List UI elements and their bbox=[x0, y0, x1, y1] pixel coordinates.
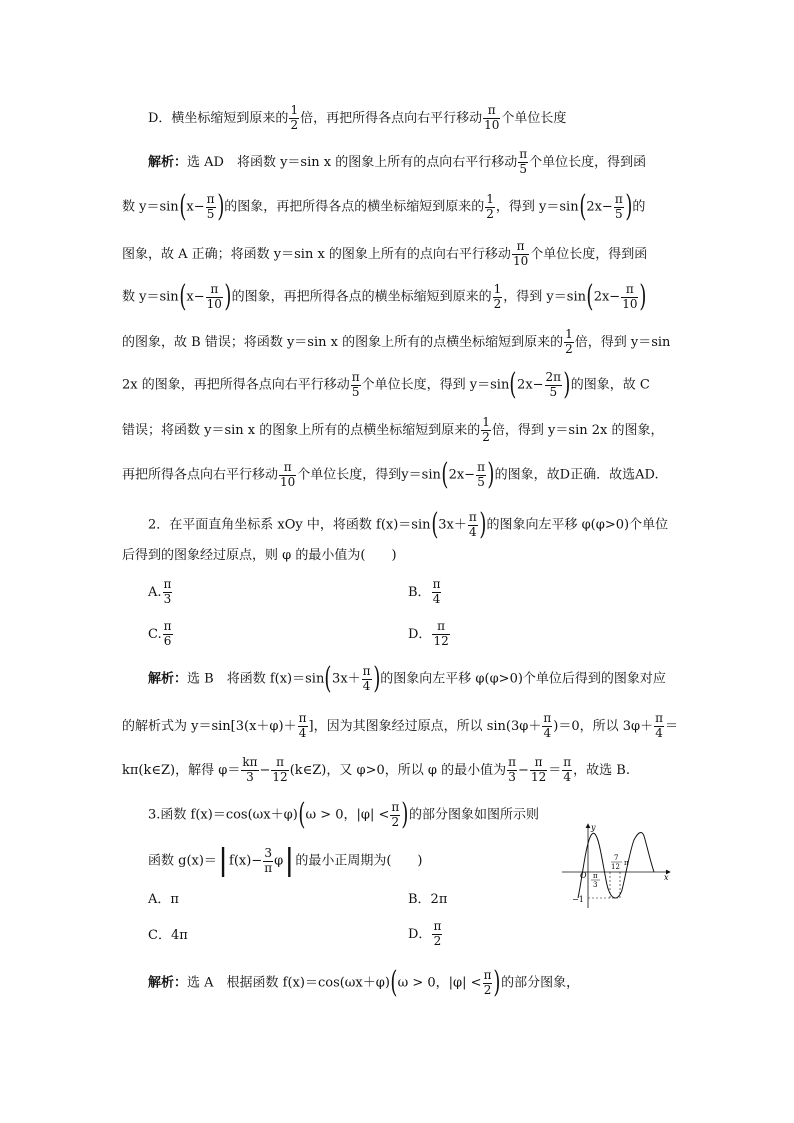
fraction: $\frac{\pi}{10}$ bbox=[206, 281, 222, 311]
q1-solution-line-3: 图象，故 A 正确；将函数 y＝sin x 的图象上所有的点向右平行移动 $\frac{\pi}{10}$ 个单位长度，得到函 bbox=[122, 239, 648, 268]
fraction: $\frac{\pi}{4}$ bbox=[543, 711, 552, 740]
fraction: $\frac{\pi}{4}$ bbox=[655, 711, 663, 740]
fraction: $\frac{\pi}{10}$ bbox=[512, 239, 529, 268]
fraction: $\frac{\pi}{5}$ bbox=[206, 191, 215, 221]
q2-solution-line-2: 的解析式为 y＝sin[3(x＋φ)＋ $\frac{\pi}{4}$ ]，因为其图象经过原点，所以 sin(3φ＋ $\frac{\pi}{4}$ )＝0，所以 3φ＋ $\frac{\pi}{4}$ ＝ bbox=[122, 711, 679, 740]
q1-solution-line-1: 解析：选 AD 将函数 y＝sin x 的图象上所有的点向右平行移动 $\frac{\pi}{5}$ 个单位长度，得到函 bbox=[148, 147, 647, 176]
fraction: $\frac{1}{2}$ bbox=[290, 103, 299, 132]
fraction: $\frac{\pi}{3}$ bbox=[508, 755, 517, 784]
q3-option-c[interactable]: C．4π bbox=[148, 928, 188, 943]
q2-stem-line-1: 2．在平面直角坐标系 xOy 中，将函数 f(x)＝sin(3x＋ $\frac{\pi}{4}$ )的图象向左平移 φ(φ>0)个单位 bbox=[148, 507, 669, 542]
fraction: $\frac{1}{2}$ bbox=[565, 327, 573, 356]
fraction: $\frac{\pi}{4}$ bbox=[432, 577, 441, 606]
q1-solution-line-8: 再把所得各点向右平行移动 $\frac{\pi}{10}$ 个单位长度，得到y＝sin(2x− $\frac{\pi}{5}$ )的图象，故D正确．故选AD. bbox=[122, 457, 659, 492]
q2-solution-line-1: 解析：选 B 将函数 f(x)＝sin(3x＋ $\frac{\pi}{4}$ )的图象向左平移 φ(φ>0)个单位后得到的图象对应 bbox=[148, 661, 666, 696]
y-axis-label: y bbox=[591, 823, 596, 832]
fraction: $\frac{\pi}{2}$ bbox=[483, 967, 492, 997]
fraction: $\frac{\pi}{5}$ bbox=[614, 191, 623, 221]
q2-option-c[interactable]: C. $\frac{\pi}{6}$ bbox=[148, 619, 172, 648]
q3-option-a[interactable]: A．π bbox=[148, 892, 179, 907]
q1-option-d: D．横坐标缩短到原来的 $\frac{1}{2}$ 倍，再把所得各点向右平行移动 $\frac{\pi}{10}$ 个单位长度 bbox=[148, 103, 567, 132]
q3-stem-line-1: 3.函数 f(x)＝cos(ωx＋φ)(ω > 0，|φ| < $\frac{\pi}{2}$ )的部分图象如图所示则 bbox=[148, 797, 540, 832]
q1-solution-line-6: 2x 的图象，再把所得各点向右平行移动 $\frac{\pi}{5}$ 个单位长度，得到 y＝sin(2x− $\frac{2\pi}{5}$ )的图象，故 C bbox=[122, 367, 650, 402]
q3-stem-line-2: 函数 g(x)＝|f(x)− $\frac{3}{\pi}$ φ|的最小正周期为( ) bbox=[148, 843, 423, 878]
fraction: $\frac{1}{2}$ bbox=[493, 281, 502, 311]
fraction: $\frac{\pi}{5}$ bbox=[351, 369, 360, 399]
fraction: $\frac{\pi}{6}$ bbox=[163, 619, 172, 648]
fraction: $\frac{\pi}{12}$ bbox=[433, 619, 449, 648]
fraction: $\frac{1}{2}$ bbox=[482, 415, 490, 444]
pi3-num: π bbox=[593, 872, 598, 880]
fraction: $\frac{\pi}{5}$ bbox=[519, 147, 528, 176]
fraction: $\frac{1}{2}$ bbox=[486, 191, 494, 221]
fraction: $\frac{3}{\pi}$ bbox=[264, 845, 273, 875]
q2-stem-line-2: 后得到的图象经过原点，则 φ 的最小值为( ) bbox=[122, 548, 397, 563]
q1-solution-line-2: 数 y＝sin(x− $\frac{\pi}{5}$ )的图象，再把所得各点的横坐标缩短到原来的 $\frac{1}{2}$ ，得到 y＝sin(2x− $\frac{\pi}{5}$ )的 bbox=[122, 189, 646, 224]
fraction: $\frac{\pi}{12}$ bbox=[272, 755, 288, 784]
q2-solution-line-3: kπ(k∈Z)，解得 φ＝ $\frac{k\pi}{3}$ − $\frac{\pi}{12}$ (k∈Z)，又 φ>0，所以 φ 的最小值为 $\frac{\pi}{3}$ − $\frac{\pi}{12}$ ＝ $\frac{\pi}{4}$ ，故选 B. bbox=[122, 755, 630, 784]
x-axis-label: x bbox=[664, 873, 669, 882]
pi3-den: 3 bbox=[593, 881, 598, 889]
q3-option-b[interactable]: B．2π bbox=[408, 892, 448, 907]
fraction: $\frac{2\pi}{5}$ bbox=[545, 369, 562, 399]
q2-option-a[interactable]: A. $\frac{\pi}{3}$ bbox=[148, 577, 172, 606]
fraction: $\frac{\pi}{5}$ bbox=[477, 459, 485, 489]
q3-option-d[interactable]: D． $\frac{\pi}{2}$ bbox=[408, 919, 442, 948]
fraction: $\frac{k\pi}{3}$ bbox=[242, 755, 258, 784]
fraction: $\frac{\pi}{3}$ bbox=[163, 577, 172, 606]
neg-one-label: −1 bbox=[572, 895, 584, 904]
tick2-den: 12 bbox=[611, 863, 620, 871]
fraction: $\frac{\pi}{12}$ bbox=[530, 755, 547, 784]
q2-option-b[interactable]: B． $\frac{\pi}{4}$ bbox=[408, 577, 441, 606]
fraction: $\frac{\pi}{4}$ bbox=[468, 509, 477, 539]
q1-solution-line-4: 数 y＝sin(x− $\frac{\pi}{10}$ )的图象，再把所得各点的横坐标缩短到原来的 $\frac{1}{2}$ ，得到 y＝sin(2x− $\frac{\pi}{10}$ ) bbox=[122, 279, 647, 314]
fraction: $\frac{\pi}{10}$ bbox=[622, 281, 638, 311]
fraction: $\frac{\pi}{10}$ bbox=[280, 459, 296, 489]
q1-solution-line-7: 错误；将函数 y＝sin x 的图象上所有的点横坐标缩短到原来的 $\frac{1}{2}$ 倍，得到 y＝sin 2x 的图象， bbox=[122, 415, 664, 444]
q2-option-d[interactable]: D． $\frac{\pi}{12}$ bbox=[408, 619, 449, 648]
fraction: $\frac{\pi}{4}$ bbox=[563, 755, 572, 784]
origin-label: O bbox=[580, 871, 587, 880]
q3-solution-line-1: 解析：选 A 根据函数 f(x)＝cos(ωx＋φ)(ω > 0，|φ| < $\frac{\pi}{2}$ )的部分图象， bbox=[148, 965, 580, 1000]
fraction: $\frac{\pi}{2}$ bbox=[391, 799, 400, 829]
fraction: $\frac{\pi}{4}$ bbox=[298, 711, 307, 740]
fraction: $\frac{\pi}{2}$ bbox=[433, 919, 442, 948]
q1-solution-line-5: 的图象，故 B 错误；将函数 y＝sin x 的图象上所有的点横坐标缩短到原来的 $\frac{1}{2}$ 倍，得到 y＝sin bbox=[122, 327, 671, 356]
cosine-graph-figure bbox=[558, 820, 674, 910]
tick2-num: 7 bbox=[614, 854, 619, 862]
fraction: $\frac{\pi}{4}$ bbox=[362, 663, 371, 693]
tick2-suffix: π bbox=[624, 859, 629, 867]
fraction: $\frac{\pi}{10}$ bbox=[484, 103, 500, 132]
